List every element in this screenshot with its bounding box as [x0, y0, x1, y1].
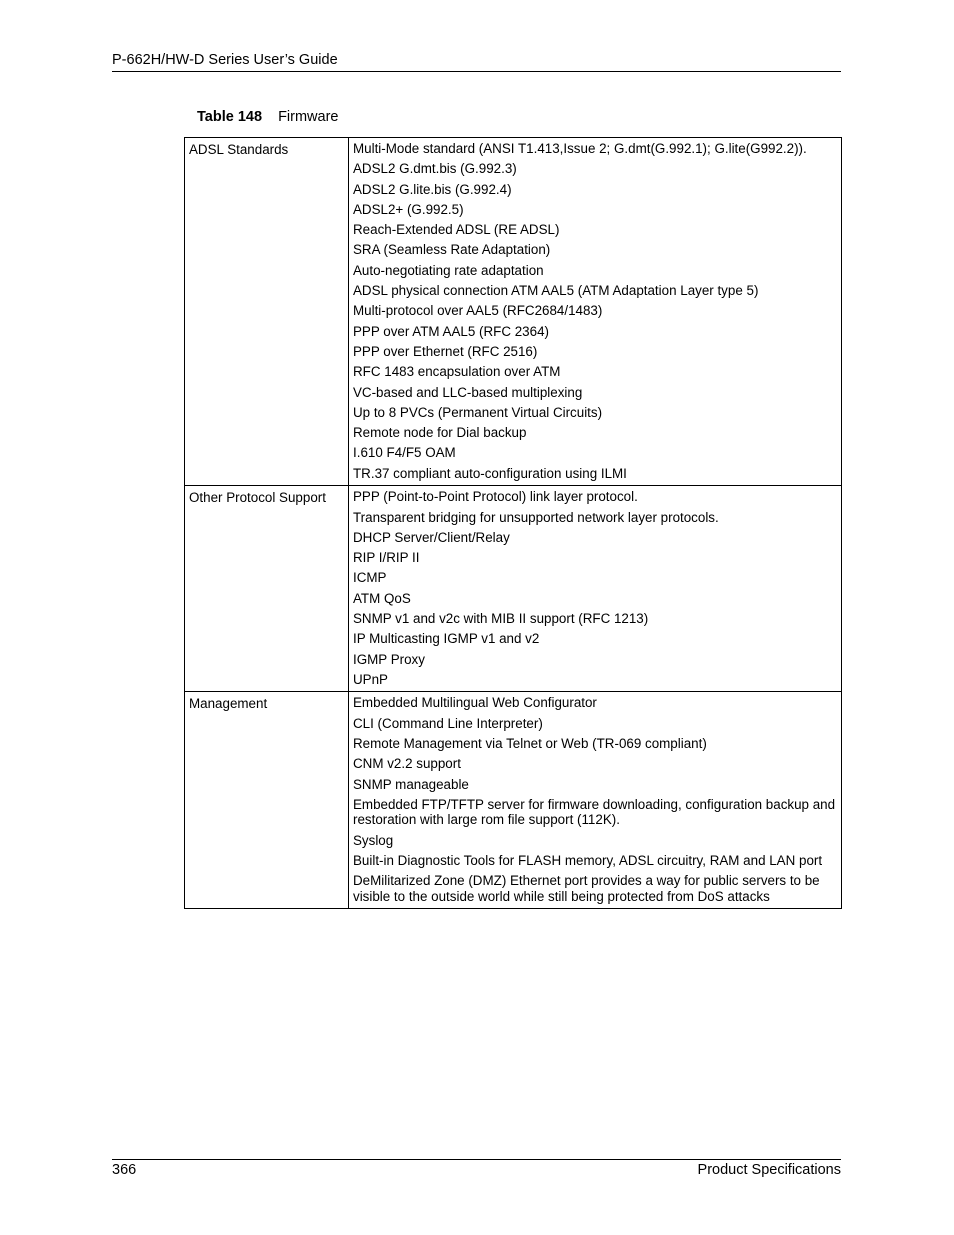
feature-item: ADSL2+ (G.992.5)	[353, 201, 464, 217]
feature-item: PPP over ATM AAL5 (RFC 2364)	[353, 323, 549, 339]
feature-item: CNM v2.2 support	[353, 756, 461, 772]
feature-item: Reach-Extended ADSL (RE ADSL)	[353, 222, 560, 238]
feature-item: PPP (Point-to-Point Protocol) link layer protocol.	[353, 489, 638, 505]
feature-item: Multi-Mode standard (ANSI T1.413,Issue 2; G.dmt(G.992.1); G.lite(G992.2)).	[353, 141, 807, 156]
firmware-table	[184, 137, 842, 909]
feature-item: IP Multicasting IGMP v1 and v2	[353, 631, 540, 647]
feature-item: Embedded Multilingual Web Configurator	[353, 695, 597, 711]
table-caption	[197, 108, 338, 126]
feature-item: CLI (Command Line Interpreter)	[353, 715, 543, 731]
feature-item: RFC 1483 encapsulation over ATM	[353, 364, 561, 380]
feature-item: Remote node for Dial backup	[353, 425, 527, 441]
section-name: Product Specifications	[697, 1162, 841, 1178]
feature-item: IGMP Proxy	[353, 651, 425, 667]
running-footer	[112, 1161, 841, 1179]
feature-item: I.610 F4/F5 OAM	[353, 445, 456, 461]
running-header: P-662H/HW-D Series User’s Guide	[112, 52, 338, 68]
feature-item: Transparent bridging for unsupported network layer protocols.	[353, 509, 719, 525]
footer-rule	[112, 1159, 841, 1160]
feature-item: TR.37 compliant auto-configuration using ILMI	[353, 465, 627, 481]
feature-item: Built-in Diagnostic Tools for FLASH memory, ADSL circuitry, RAM and LAN port	[353, 853, 823, 868]
feature-item: ADSL2 G.lite.bis (G.992.4)	[353, 181, 512, 197]
row-values	[349, 486, 842, 692]
row-label: ADSL Standards	[185, 138, 349, 486]
feature-item: ADSL physical connection ATM AAL5 (ATM Adaptation Layer type 5)	[353, 283, 759, 299]
feature-item: DHCP Server/Client/Relay	[353, 529, 510, 545]
feature-item: SNMP manageable	[353, 776, 469, 792]
feature-item: RIP I/RIP II	[353, 550, 420, 566]
feature-item: ATM QoS	[353, 590, 411, 606]
feature-item: ICMP	[353, 570, 387, 586]
feature-item: VC-based and LLC-based multiplexing	[353, 384, 583, 400]
feature-item: Embedded FTP/TFTP server for firmware downloading, configuration backup and restoration with large rom file support (112K).	[353, 796, 836, 828]
feature-item: UPnP	[353, 671, 388, 687]
feature-item: Up to 8 PVCs (Permanent Virtual Circuits)	[353, 404, 603, 420]
feature-item: Multi-protocol over AAL5 (RFC2684/1483)	[353, 303, 603, 319]
feature-item: Auto-negotiating rate adaptation	[353, 262, 544, 278]
row-label: Other Protocol Support	[185, 486, 349, 692]
table-title: Firmware	[278, 109, 339, 125]
row-label: Management	[185, 692, 349, 909]
table-row	[185, 486, 842, 692]
table-row	[185, 138, 842, 486]
feature-item: Syslog	[353, 832, 394, 848]
row-values	[349, 138, 842, 486]
feature-item: SNMP v1 and v2c with MIB II support (RFC 1213)	[353, 611, 649, 627]
table-row	[185, 692, 842, 909]
feature-item: DeMilitarized Zone (DMZ) Ethernet port provides a way for public servers to be visible to the outside world while still being protected from DoS attacks	[353, 873, 820, 904]
feature-item: Remote Management via Telnet or Web (TR-069 compliant)	[353, 736, 707, 752]
table-number: Table 148	[197, 109, 263, 125]
header-rule	[112, 71, 841, 72]
page-number: 366	[112, 1162, 137, 1178]
feature-item: SRA (Seamless Rate Adaptation)	[353, 242, 551, 258]
feature-item: PPP over Ethernet (RFC 2516)	[353, 343, 538, 359]
feature-item: ADSL2 G.dmt.bis (G.992.3)	[353, 161, 517, 177]
row-values	[349, 692, 842, 909]
